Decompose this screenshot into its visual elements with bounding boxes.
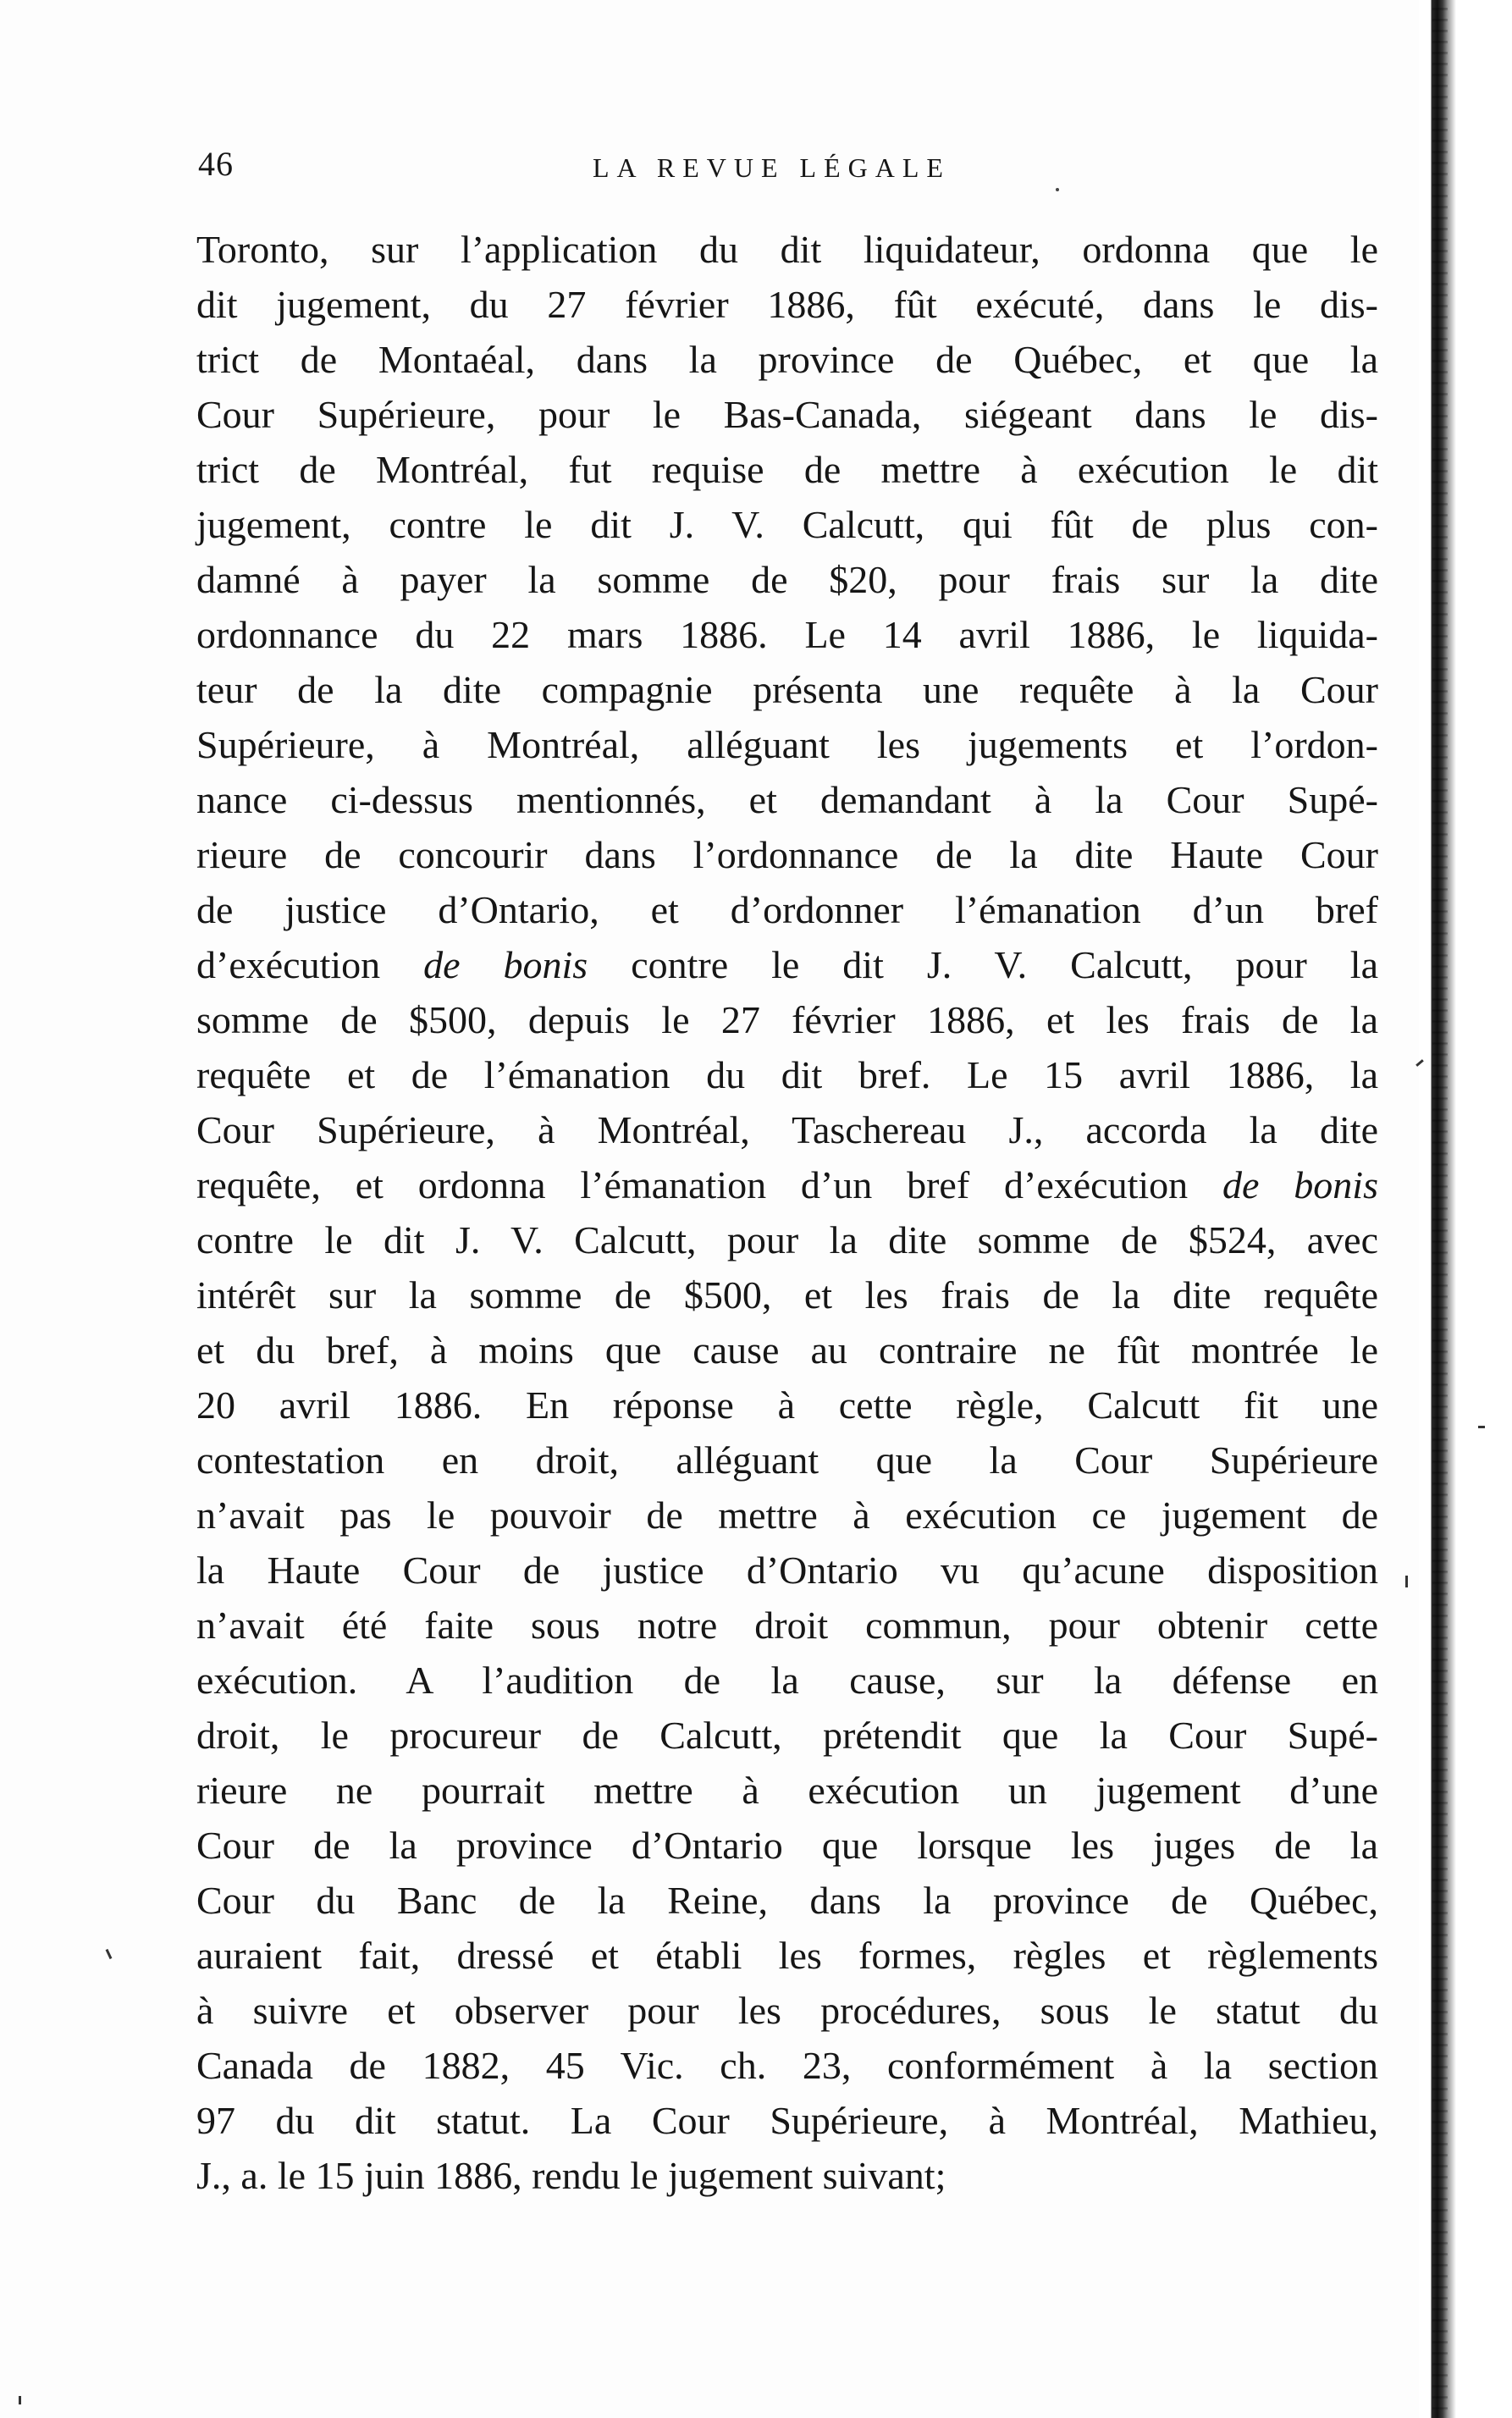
text-line: ordonnance du 22 mars 1886. Le 14 avril 1886, le liquida- [196,613,1378,656]
text-line: damné à payer la somme de $20, pour frais sur la dite [196,558,1378,601]
text-line: 97 du dit statut. La Cour Supérieure, à Montréal, Mathieu, [196,2099,1378,2142]
text-line: trict de Montaéal, dans la province de Québec, et que la [196,338,1378,381]
text-segment: contre le dit J. V. Calcutt, pour la [588,943,1378,986]
binding-shadow [1432,0,1448,2418]
text-line: 20 avril 1886. En réponse à cette règle, Calcutt fit une [196,1383,1378,1427]
text-line: et du bref, à moins que cause au contraire ne fût montrée le [196,1328,1378,1372]
text-line: exécution. A l’audition de la cause, sur la défense en [196,1659,1378,1702]
page-number: 46 [198,145,234,183]
text-line: Toronto, sur l’application du dit liquidateur, ordonna que le [196,228,1378,271]
body-paragraph [196,222,1378,2203]
text-line: droit, le procureur de Calcutt, prétendit que la Cour Supé- [196,1714,1378,1757]
text-line: auraient fait, dressé et établi les formes, règles et règlements [196,1934,1378,1977]
text-line-italic-mixed [196,1157,1378,1212]
text-line: Cour de la province d’Ontario que lorsque les juges de la [196,1824,1378,1867]
text-line: somme de $500, depuis le 27 février 1886, et les frais de la [196,998,1378,1041]
italic-phrase: de bonis [423,943,588,986]
text-line: rieure de concourir dans l’ordonnance de la dite Haute Cour [196,833,1378,876]
text-line: contestation en droit, alléguant que la Cour Supérieure [196,1438,1378,1482]
text-line: requête et de l’émanation du dit bref. Le 15 avril 1886, la [196,1053,1378,1096]
text-line: n’avait pas le pouvoir de mettre à exécution ce jugement de [196,1493,1378,1537]
scan-speck [1405,1576,1408,1587]
text-line: contre le dit J. V. Calcutt, pour la dite somme de $524, avec [196,1218,1378,1261]
text-line: teur de la dite compagnie présenta une requête à la Cour [196,668,1378,711]
text-line: n’avait été faite sous notre droit commun, pour obtenir cette [196,1604,1378,1647]
scan-speck [106,1949,113,1959]
text-line: nance ci-dessus mentionnés, et demandant à la Cour Supé- [196,778,1378,821]
text-segment: d’exécution [196,943,424,986]
text-line: Cour du Banc de la Reine, dans la province de Québec, [196,1879,1378,1922]
text-line: intérêt sur la somme de $500, et les frais de la dite requête [196,1273,1378,1317]
scan-speck [1478,1426,1485,1428]
scan-speck [19,2396,21,2404]
text-line: Cour Supérieure, pour le Bas-Canada, siégeant dans le dis- [196,393,1378,436]
text-line-final: J., a. le 15 juin 1886, rendu le jugement suivant; [196,2154,946,2197]
text-line: de justice d’Ontario, et d’ordonner l’émanation d’un bref [196,888,1378,931]
text-line: jugement, contre le dit J. V. Calcutt, qui fût de plus con- [196,503,1378,546]
text-line: Supérieure, à Montréal, alléguant les jugements et l’ordon- [196,723,1378,766]
italic-phrase: de bonis [1222,1163,1378,1206]
text-line: à suivre et observer pour les procédures, sous le statut du [196,1989,1378,2032]
text-line: trict de Montréal, fut requise de mettre à exécution le dit [196,448,1378,491]
text-line-italic-mixed [196,937,1378,992]
text-segment: requête, et ordonna l’émanation d’un bref d’exécution [196,1163,1223,1206]
text-line: Canada de 1882, 45 Vic. ch. 23, conformément à la section [196,2044,1378,2087]
text-line: la Haute Cour de justice d’Ontario vu qu’acune disposition [196,1549,1378,1592]
text-line: dit jugement, du 27 février 1886, fût exécuté, dans le dis- [196,283,1378,326]
text-line: rieure ne pourrait mettre à exécution un jugement d’une [196,1769,1378,1812]
text-line: Cour Supérieure, à Montréal, Taschereau J., accorda la dite [196,1108,1378,1151]
print-mark [1056,188,1059,191]
running-title: LA REVUE LÉGALE [593,152,951,183]
